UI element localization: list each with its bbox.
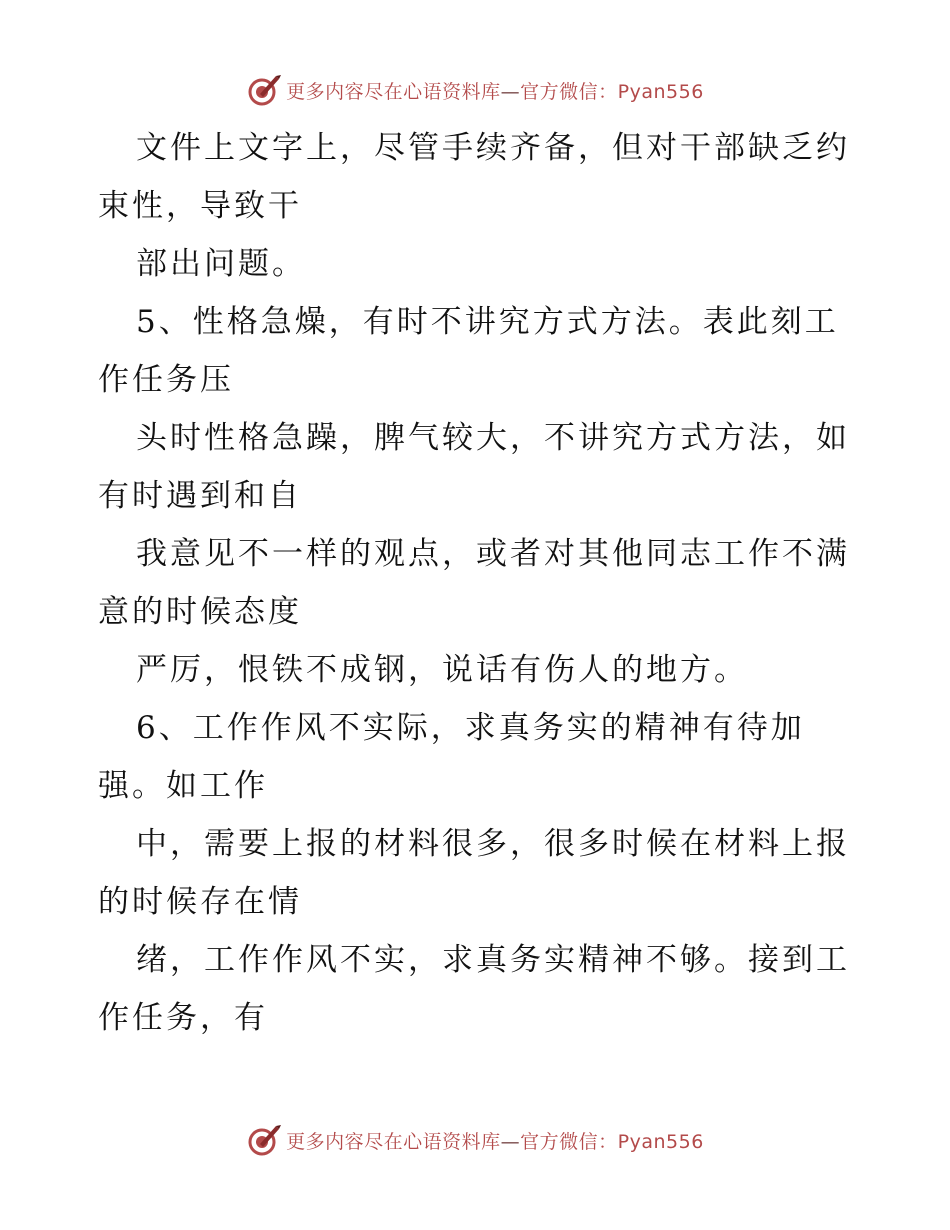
body-line-16: 作任务，有 [98,1000,268,1036]
body-line-11: 6、工作作风不实际，求真务实的精神有待加 [136,710,805,746]
body-line-9: 意的时候态度 [98,594,302,630]
footer-banner-text [286,1127,704,1154]
body-line-13: 中，需要上报的材料很多，很多时候在材料上报 [136,826,850,862]
body-line-15: 绪，工作作风不实，求真务实精神不够。接到工 [136,942,850,978]
body-line-7: 有时遇到和自 [98,478,302,514]
footer-banner-tail: 官方微信：Pyan556 [520,1130,704,1153]
body-line-4: 5、性格急燥，有时不讲究方式方法。表此刻工 [136,304,839,340]
body-line-12: 强。如工作 [98,768,268,804]
body-line-1: 文件上文字上，尽管手续齐备，但对干部缺乏约 [136,130,850,166]
footer-banner-main: 更多内容尽在心语资料库 [286,1130,501,1153]
body-line-5: 作任务压 [98,362,234,398]
footer-banner-separator: — [500,1130,521,1153]
header-banner-text [286,77,704,104]
footer-banner [0,1120,950,1160]
body-line-10: 严厉，恨铁不成钢，说话有伤人的地方。 [136,652,748,688]
pen-seal-logo-icon [246,72,282,108]
pen-seal-logo-icon [246,1122,282,1158]
header-banner-main: 更多内容尽在心语资料库 [286,80,501,103]
header-banner-tail: 官方微信：Pyan556 [520,80,704,103]
header-banner-separator: — [500,80,521,103]
body-line-2: 束性，导致干 [98,188,302,224]
body-line-8: 我意见不一样的观点，或者对其他同志工作不满 [136,536,850,572]
header-banner [0,70,950,110]
body-line-3: 部出问题。 [136,246,306,282]
body-line-14: 的时候存在情 [98,884,302,920]
body-line-6: 头时性格急躁，脾气较大，不讲究方式方法，如 [136,420,850,456]
